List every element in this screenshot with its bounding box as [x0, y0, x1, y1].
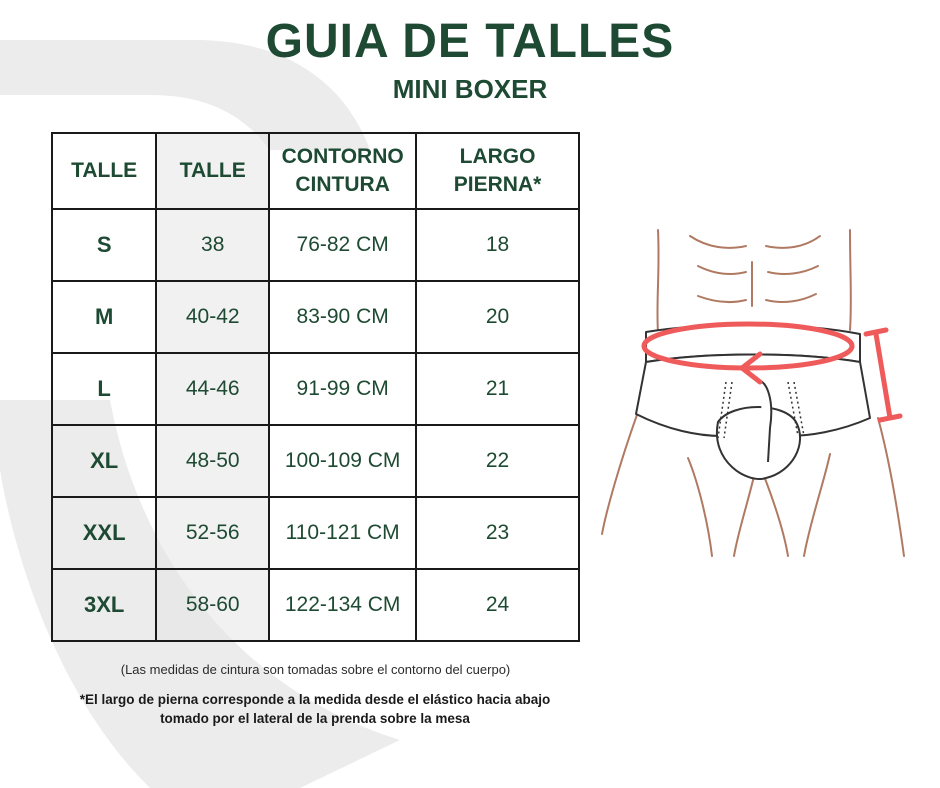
leg-length-cell: 24	[416, 569, 579, 641]
column-header-label: CONTORNO CINTURA	[281, 145, 404, 196]
size-letter-cell: XL	[52, 425, 156, 497]
size-chart-table	[51, 132, 580, 642]
waist-cell: 100-109 CM	[269, 425, 416, 497]
leg-length-cell: 18	[416, 209, 579, 281]
page-title: GUIA DE TALLES	[265, 15, 675, 68]
page-subtitle: MINI BOXER	[392, 74, 548, 104]
column-header-leg-length	[416, 133, 579, 209]
size-number-cell: 40-42	[156, 281, 269, 353]
column-header-waist	[269, 133, 416, 209]
waist-cell: 91-99 CM	[269, 353, 416, 425]
leg-length-note-line: tomado por el lateral de la prenda sobre la mesa	[160, 711, 470, 726]
boxer-measurement-illustration-icon	[598, 222, 910, 564]
table-row	[52, 281, 579, 353]
waist-cell: 122-134 CM	[269, 569, 416, 641]
leg-length-cell: 20	[416, 281, 579, 353]
size-letter-cell: 3XL	[52, 569, 156, 641]
size-number-cell: 58-60	[156, 569, 269, 641]
column-header-label: LARGO PIERNA*	[453, 145, 542, 196]
table-row	[52, 353, 579, 425]
size-number-cell: 38	[156, 209, 269, 281]
leg-length-cell: 22	[416, 425, 579, 497]
table-row	[52, 425, 579, 497]
column-header-label: TALLE	[179, 159, 246, 182]
column-header-label: TALLE	[71, 159, 138, 182]
size-letter-cell: S	[52, 209, 156, 281]
size-letter-cell: XXL	[52, 497, 156, 569]
leg-length-note	[40, 690, 590, 728]
waist-measure-note: (Las medidas de cintura son tomadas sobre el contorno del cuerpo)	[120, 662, 511, 677]
size-number-cell: 52-56	[156, 497, 269, 569]
waist-cell: 110-121 CM	[269, 497, 416, 569]
size-number-cell: 44-46	[156, 353, 269, 425]
leg-length-note-line: *El largo de pierna corresponde a la medida desde el elástico hacia abajo	[79, 692, 551, 707]
table-row	[52, 569, 579, 641]
leg-length-cell: 21	[416, 353, 579, 425]
waist-cell: 83-90 CM	[269, 281, 416, 353]
waist-cell: 76-82 CM	[269, 209, 416, 281]
size-letter-cell: L	[52, 353, 156, 425]
size-number-cell: 48-50	[156, 425, 269, 497]
column-header-number-size	[156, 133, 269, 209]
leg-length-cell: 23	[416, 497, 579, 569]
table-row	[52, 497, 579, 569]
size-letter-cell: M	[52, 281, 156, 353]
column-header-size	[52, 133, 156, 209]
table-row	[52, 209, 579, 281]
table-header-row	[52, 133, 579, 209]
